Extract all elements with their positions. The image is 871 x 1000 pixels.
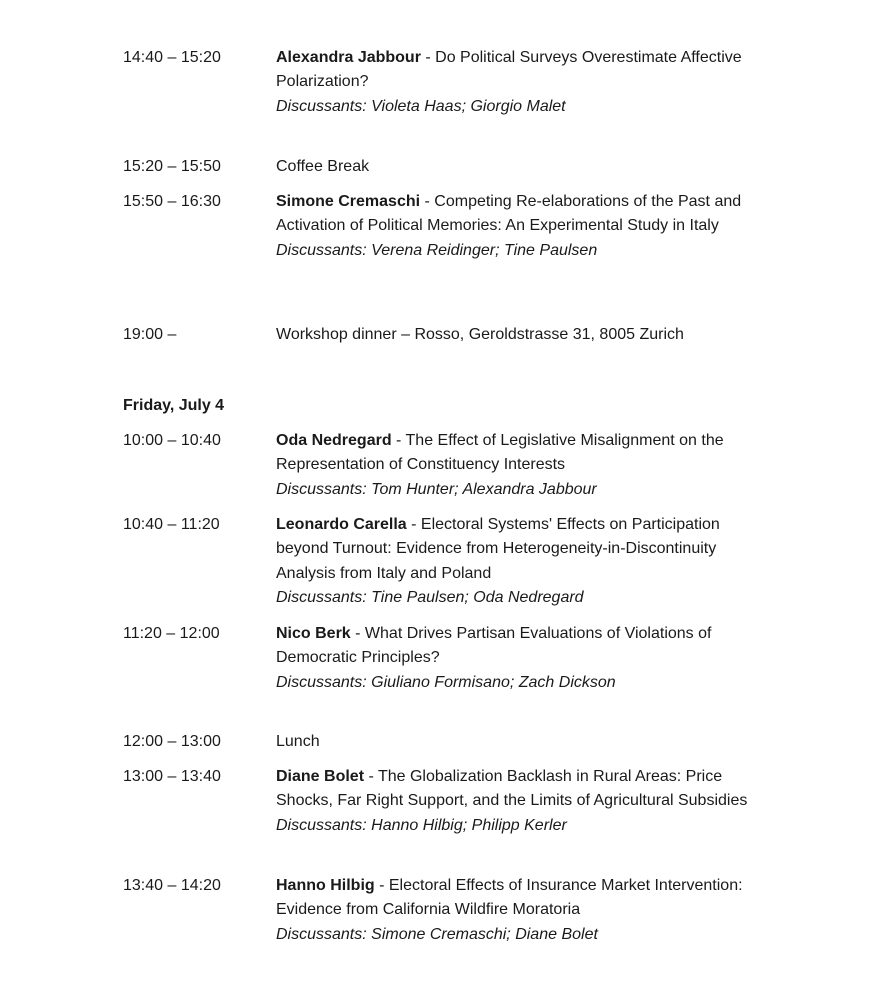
session-row xyxy=(123,190,763,263)
speaker-name: Nico Berk xyxy=(276,625,351,642)
break-row xyxy=(123,730,763,754)
session-row xyxy=(123,622,763,695)
session-time: 12:00 – 13:00 xyxy=(123,733,221,750)
discussants: Discussants: Tom Hunter; Alexandra Jabbour xyxy=(276,480,597,498)
paper-title: - The Effect of Legislative Misalignment on the Representation of Constituency Interests xyxy=(276,432,724,474)
session-row xyxy=(123,46,763,119)
dinner-row xyxy=(123,323,763,347)
session-content xyxy=(276,765,763,838)
discussants: Discussants: Giuliano Formisano; Zach Dickson xyxy=(276,673,616,691)
speaker-name: Simone Cremaschi xyxy=(276,193,421,210)
session-time: 19:00 – xyxy=(123,326,177,343)
session-time: 15:50 – 16:30 xyxy=(123,193,221,210)
session-row xyxy=(123,874,763,947)
session-time: 15:20 – 15:50 xyxy=(123,158,221,175)
session-time: 11:20 – 12:00 xyxy=(123,625,220,642)
discussants: Discussants: Violeta Haas; Giorgio Malet xyxy=(276,97,566,115)
session-content xyxy=(276,513,763,610)
session-time: 13:00 – 13:40 xyxy=(123,768,221,785)
day-heading: Friday, July 4 xyxy=(123,397,225,414)
speaker-name: Diane Bolet xyxy=(276,768,365,785)
speaker-name: Hanno Hilbig xyxy=(276,877,375,894)
speaker-name: Leonardo Carella xyxy=(276,516,407,533)
discussants: Discussants: Hanno Hilbig; Philipp Kerler xyxy=(276,816,567,834)
speaker-name: Alexandra Jabbour xyxy=(276,49,421,66)
session-row xyxy=(123,429,763,502)
paper-title: - What Drives Partisan Evaluations of Violations of Democratic Principles? xyxy=(276,625,712,667)
discussants: Discussants: Simone Cremaschi; Diane Bolet xyxy=(276,925,598,943)
speaker-name: Oda Nedregard xyxy=(276,432,392,449)
dinner-label: Workshop dinner – Rosso, Geroldstrasse 31, 8005 Zurich xyxy=(276,326,684,343)
paper-title: - Electoral Effects of Insurance Market Intervention: Evidence from California Wildfire Moratoria xyxy=(276,877,743,919)
session-time: 13:40 – 14:20 xyxy=(123,877,221,894)
session-time: 10:40 – 11:20 xyxy=(123,516,220,533)
session-time: 10:00 – 10:40 xyxy=(123,432,221,449)
session-row xyxy=(123,765,763,838)
session-content xyxy=(276,874,763,947)
discussants: Discussants: Tine Paulsen; Oda Nedregard xyxy=(276,588,584,606)
break-row xyxy=(123,155,763,179)
session-content xyxy=(276,622,763,695)
break-label: Lunch xyxy=(276,733,320,750)
session-content xyxy=(276,190,763,263)
paper-title: - Do Political Surveys Overestimate Affective Polarization? xyxy=(276,49,742,91)
break-label: Coffee Break xyxy=(276,158,370,175)
paper-title: - Electoral Systems' Effects on Participation beyond Turnout: Evidence from Heterogeneity-in-Discontinuity Analysis from Italy and Poland xyxy=(276,516,720,582)
paper-title: - The Globalization Backlash in Rural Areas: Price Shocks, Far Right Support, and the Limits of Agricultural Subsidies xyxy=(276,768,748,810)
session-content xyxy=(276,46,763,119)
discussants: Discussants: Verena Reidinger; Tine Paulsen xyxy=(276,241,598,259)
paper-title: - Competing Re-elaborations of the Past and Activation of Political Memories: An Experimental Study in Italy xyxy=(276,193,742,235)
session-content xyxy=(276,429,763,502)
session-time: 14:40 – 15:20 xyxy=(123,49,221,66)
session-row xyxy=(123,513,763,610)
